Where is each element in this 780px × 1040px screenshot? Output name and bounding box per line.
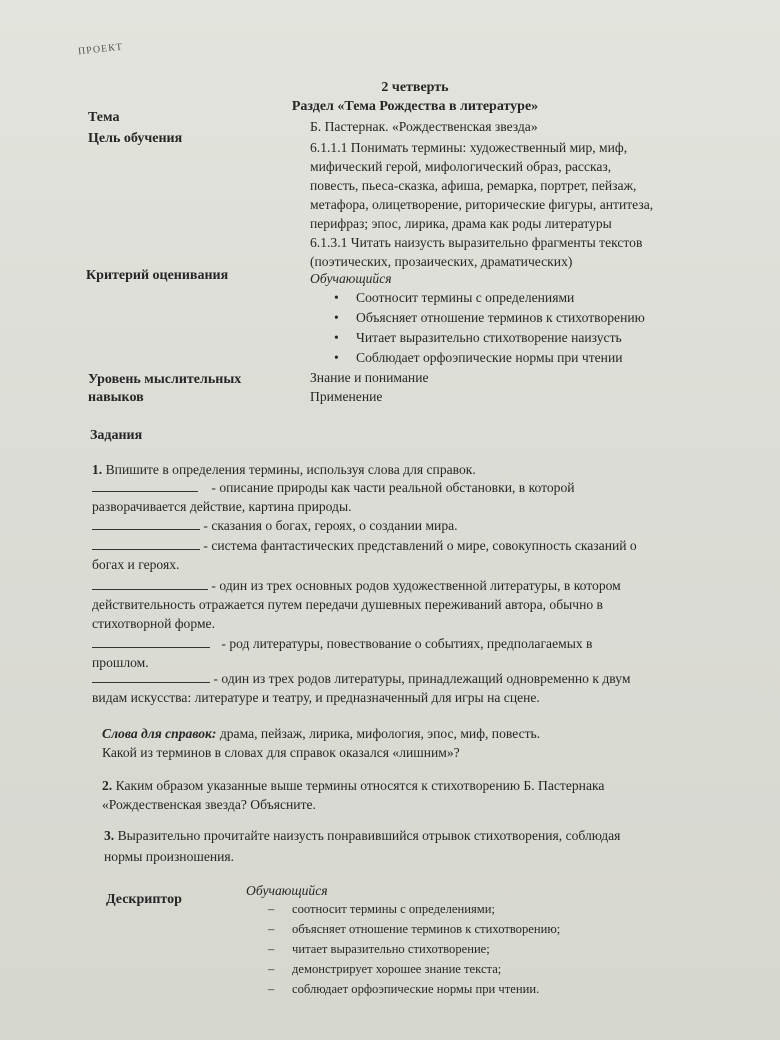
reference-list: драма, пейзаж, лирика, мифология, эпос, миф, повесть. xyxy=(216,726,541,741)
definition-continuation: действительность отражается путем передачи душевных переживаний автора, обычно в xyxy=(92,597,603,612)
task3-number: 3. xyxy=(104,828,115,843)
level-label: Уровень мыслительных xyxy=(88,372,242,387)
goal-label: Цель обучения xyxy=(88,131,183,146)
descriptor-item: – демонстрирует хорошее знание текста; xyxy=(268,962,501,977)
task2-text: Каким образом указанные выше термины относятся к стихотворению Б. Пастернака xyxy=(115,778,605,793)
criteria-item: • Соблюдает орфоэпические нормы при чтении xyxy=(334,350,623,366)
reference-words xyxy=(102,726,540,742)
goal-line: метафора, олицетворение, риторические фигуры, антитеза, xyxy=(310,197,654,212)
definition-continuation: видам искусства: литературе и театру, и предназначенный для игры на сцене. xyxy=(92,690,540,705)
goal-line: 6.1.1.1 Понимать термины: художественный мир, миф, xyxy=(310,140,628,155)
definition-continuation: богах и героях. xyxy=(92,557,180,572)
definition-row xyxy=(92,636,592,652)
goal-line: 6.1.3.1 Читать наизусть выразительно фрагменты текстов xyxy=(310,235,643,250)
descriptor-intro: Обучающийся xyxy=(246,883,328,898)
descriptor-item: – соблюдает орфоэпические нормы при чтении. xyxy=(268,982,539,997)
reference-label: Слова для справок: xyxy=(102,726,217,741)
definition-text: - описание природы как части реальной обстановки, в которой xyxy=(211,480,575,495)
task1-number: 1. xyxy=(92,462,103,477)
definition-continuation: разворачивается действие, картина природы. xyxy=(92,499,352,514)
definition-text: - род литературы, повествование о событиях, предполагаемых в xyxy=(221,636,593,651)
tasks-heading: Задания xyxy=(90,428,143,443)
task1-prompt xyxy=(92,462,476,478)
definition-continuation: прошлом. xyxy=(92,655,149,670)
level-value: Применение xyxy=(310,389,383,404)
task3-text-cont: нормы произношения. xyxy=(104,849,235,864)
definition-row xyxy=(92,671,630,687)
task2-text-cont: «Рождественская звезда? Объясните. xyxy=(102,797,316,812)
criteria-label: Критерий оценивания xyxy=(86,268,229,283)
descriptor-item: – объясняет отношение терминов к стихотворению; xyxy=(268,922,560,937)
definition-text: - система фантастических представлений о мире, совокупность сказаний о xyxy=(203,538,637,553)
definition-continuation: стихотворной форме. xyxy=(92,616,215,631)
descriptor-item: – читает выразительно стихотворение; xyxy=(268,942,490,957)
definition-text: - один из трех родов литературы, принадлежащий одновременно к двум xyxy=(213,671,631,686)
definition-row xyxy=(92,538,637,554)
task2-prompt xyxy=(102,778,604,794)
task3-text: Выразительно прочитайте наизусть понравившийся отрывок стихотворения, соблюдая xyxy=(117,828,621,843)
criteria-item: • Читает выразительно стихотворение наизусть xyxy=(334,330,622,346)
project-stamp: ПРОЕКТ xyxy=(77,41,124,58)
task1-text: Впишите в определения термины, используя слова для справок. xyxy=(105,462,476,477)
definition-row xyxy=(92,480,575,496)
answer-blank[interactable] xyxy=(92,636,210,648)
goal-line: мифический герой, мифологический образ, рассказ, xyxy=(310,159,612,174)
answer-blank[interactable] xyxy=(92,518,200,530)
task2-number: 2. xyxy=(102,778,113,793)
answer-blank[interactable] xyxy=(92,578,208,590)
topic-value: Б. Пастернак. «Рождественская звезда» xyxy=(310,119,538,134)
descriptor-item: – соотносит термины с определениями; xyxy=(268,902,495,917)
descriptor-label: Дескриптор xyxy=(106,892,182,907)
quarter-heading: 2 четверть xyxy=(381,80,449,95)
answer-blank[interactable] xyxy=(92,538,200,550)
task3-prompt xyxy=(104,828,620,844)
topic-label: Тема xyxy=(88,110,120,125)
definition-row xyxy=(92,578,621,594)
extra-term-question: Какой из терминов в словах для справок оказался «лишним»? xyxy=(102,745,460,760)
criteria-item: • Объясняет отношение терминов к стихотворению xyxy=(334,310,645,326)
level-label-cont: навыков xyxy=(88,390,144,405)
answer-blank[interactable] xyxy=(92,671,210,683)
goal-line: (поэтических, прозаических, драматических) xyxy=(310,254,573,269)
definition-text: - сказания о богах, героях, о создании мира. xyxy=(203,518,458,533)
criteria-intro: Обучающийся xyxy=(310,271,392,286)
definition-text: - один из трех основных родов художественной литературы, в котором xyxy=(211,578,621,593)
criteria-item: • Соотносит термины с определениями xyxy=(334,290,574,306)
answer-blank[interactable] xyxy=(92,480,198,492)
definition-row xyxy=(92,518,458,534)
goal-line: перифраз; эпос, лирика, драма как роды литературы xyxy=(310,216,612,231)
level-value: Знание и понимание xyxy=(310,370,429,385)
section-heading: Раздел «Тема Рождества в литературе» xyxy=(291,99,539,114)
goal-line: повесть, пьеса-сказка, афиша, ремарка, портрет, пейзаж, xyxy=(310,178,637,193)
